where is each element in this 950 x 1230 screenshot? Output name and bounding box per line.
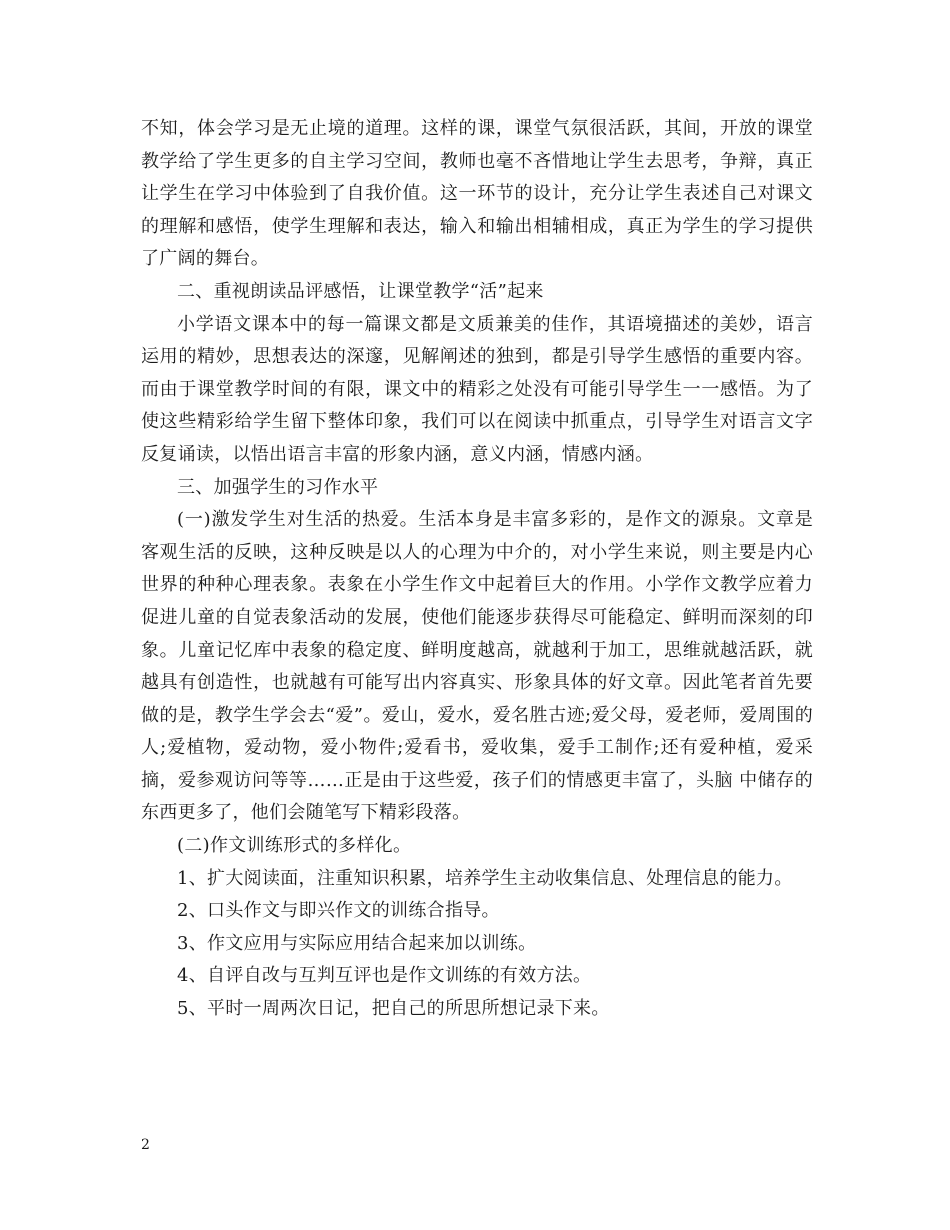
paragraph-continuation: 不知，体会学习是无止境的道理。这样的课，课堂气氛很活跃，其间，开放的课堂教学给了学生更多的自主学习空间，教师也毫不吝惜地让学生去思考，争辩，真正让学生在学习中体验到了自我价值。这一环节的设计，充分让学生表述自己对课文的理解和感悟，使学生理解和表达，输入和输出相辅相成，真正为学生的学习提供了广阔的舞台。 xyxy=(141,118,813,270)
subheading-training-forms: (二)作文训练形式的多样化。 xyxy=(177,835,412,857)
list-item-1: 1、扩大阅读面，注重知识积累，培养学生主动收集信息、处理信息的能力。 xyxy=(177,867,793,889)
list-item-5: 5、平时一周两次日记，把自己的所思所想记录下来。 xyxy=(177,998,610,1020)
list-item-3: 3、作文应用与实际应用结合起来加以训练。 xyxy=(177,932,537,954)
list-item-2: 2、口头作文与即兴作文的训练合指导。 xyxy=(177,900,500,922)
section-heading-writing: 三、加强学生的习作水平 xyxy=(177,476,379,498)
paragraph-reading: 小学语文课本中的每一篇课文都是文质兼美的佳作，其语境描述的美妙，语言运用的精妙，思想表达的深邃，见解阐述的独到，都是引导学生感悟的重要内容。而由于课堂教学时间的有限，课文中的精彩之处没有可能引导学生一一感悟。为了使这些精彩给学生留下整体印象，我们可以在阅读中抓重点，引导学生对语言文字反复诵读，以悟出语言丰富的形象内涵，意义内涵，情感内涵。 xyxy=(141,313,813,465)
section-heading-reading: 二、重视朗读品评感悟，让课堂教学“活”起来 xyxy=(177,280,544,302)
paragraph-love-of-life: (一)激发学生对生活的热爱。生活本身是丰富多彩的，是作文的源泉。文章是客观生活的反映，这种反映是以人的心理为中介的，对小学生来说，则主要是内心世界的种种心理表象。表象在小学生作文中起着巨大的作用。小学作文教学应着力促进儿童的自觉表象活动的发展，使他们能逐步获得尽可能稳定、鲜明而深刻的印象。儿童记忆库中表象的稳定度、鲜明度越高，就越利于加工，思维就越活跃，就越具有创造性，也就越有可能写出内容真实、形象具体的好文章。因此笔者首先要做的是，教学生学会去“爱”。爱山，爱水，爱名胜古迹;爱父母，爱老师，爱周围的人;爱植物，爱动物，爱小物件;爱看书，爱收集，爱手工制作;还有爱种植，爱采摘，爱参观访问等等……正是由于这些爱，孩子们的情感更丰富了，头脑 中储存的东西更多了，他们会随笔写下精彩段落。 xyxy=(141,509,813,824)
page-number: 2 xyxy=(141,1137,150,1153)
document-body xyxy=(141,113,813,1026)
list-item-4: 4、自评自改与互判互评也是作文训练的有效方法。 xyxy=(177,965,592,987)
